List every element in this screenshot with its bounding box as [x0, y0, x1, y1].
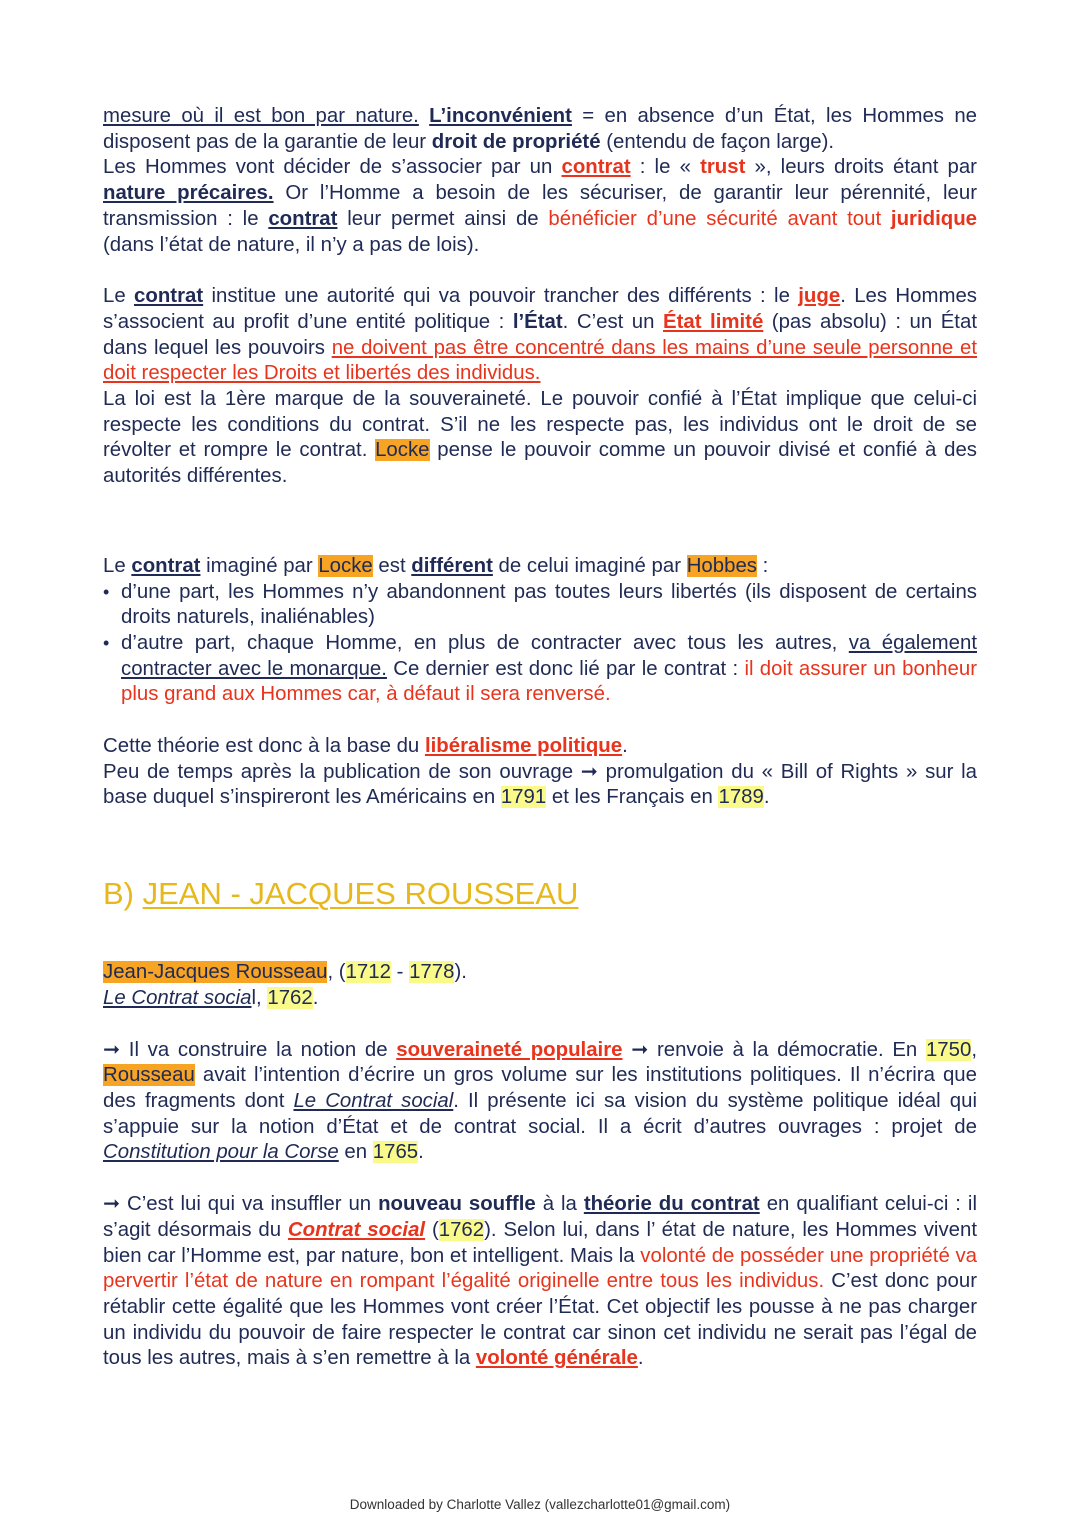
text-span: et les Français en [546, 786, 719, 809]
text-span: . Les Hommes s’associent au profit d’une entité politique : [103, 285, 977, 333]
highlight-year: 1791 [500, 786, 547, 809]
highlight-year: 1712 [345, 961, 391, 984]
text-span: , [971, 1038, 977, 1061]
text-red-underlined: ne doivent pas être concentré dans les mains d’une seule personne et doit respecter les Droits et libertés des individus. [103, 336, 978, 385]
text-span: Peu de temps après la publication de son ouvrage [103, 760, 581, 783]
text-span: . Il présente ici sa vision du système politique idéal qui s’appuie sur la notion d’État et de contrat social. Il a écrit d’autres ouvrages : projet de [103, 1089, 977, 1138]
highlight-year: 1789 [718, 786, 764, 809]
highlight-year: 1765 [372, 1141, 419, 1164]
text-span: renvoie à la démocratie. En [648, 1038, 926, 1061]
text-span: à la [535, 1193, 584, 1216]
paragraph-trust [103, 155, 977, 258]
text-span: Ce dernier est donc lié par le contrat : [386, 657, 745, 680]
highlight-year: 1762 [267, 986, 313, 1009]
text-span: (dans l’état de nature, il n’y a pas de lois). [103, 233, 480, 256]
text-span: l, [251, 986, 268, 1009]
paragraph-rousseau-dates [103, 960, 977, 986]
keyword-contract: contrat [134, 285, 204, 308]
text-span: . [763, 786, 770, 809]
keyword-popular-sovereignty: souveraineté populaire [396, 1038, 623, 1061]
text-span: : [757, 554, 769, 577]
keyword-contract: contrat [561, 156, 631, 179]
text-span: La loi est la 1ère marque de la souveraineté. Le pouvoir confié à l’État implique que celui-ci respecte les conditions du contrat. S’il ne les respecte pas, les individus ont le droit de se révolter et rompre le contrat. [103, 388, 977, 462]
text-span: . C’est un [562, 310, 663, 333]
text-span: . [637, 1347, 644, 1370]
paragraph-popular-sovereignty [103, 1038, 977, 1167]
keyword-nature-precarious: nature précaires. [103, 182, 274, 205]
text-span: = en absence d’un État, les Hommes ne disposent pas de la garantie de leur [103, 105, 977, 153]
highlight-locke: Locke [375, 439, 430, 462]
text-span [623, 1039, 632, 1061]
arrow-right-icon: ➞ [631, 1038, 649, 1061]
keyword-trust: trust [700, 156, 746, 179]
text-span: ). Selon lui, dans l’ état de nature, les Hommes vivent bien car l’Homme est, par nature, bon et intelligent. Mais la [103, 1218, 977, 1267]
paragraph-social-contract [103, 1192, 977, 1372]
keyword-state: l’État [512, 310, 563, 333]
arrow-right-icon: ➞ [103, 1038, 121, 1061]
text-span: d’une part, les Hommes n’y abandonnent pas toutes leurs libertés (ils disposent de certains droits naturels, inaliénables) [121, 580, 977, 629]
text-span: imaginé par [200, 554, 319, 577]
section-heading [103, 875, 977, 913]
text-span: : le « [630, 156, 701, 179]
section-number: B) [103, 876, 134, 912]
text-span: d’autre part, chaque Homme, en plus de contracter avec tous les autres, [121, 631, 849, 654]
text-span: Le [103, 554, 132, 577]
text-span: en [338, 1141, 373, 1164]
keyword-social-contract: Contrat social [287, 1218, 426, 1241]
text-span: », leurs droits étant par [745, 156, 977, 179]
highlight-rousseau: Rousseau [103, 1064, 195, 1087]
paragraph-liberalism [103, 734, 977, 760]
book-title: Constitution pour la Corse [103, 1141, 339, 1164]
highlight-year: 1762 [438, 1218, 485, 1241]
highlight-hobbes: Hobbes [686, 554, 757, 577]
keyword-contract: contrat [131, 554, 201, 577]
keyword-liberalism: libéralisme politique [424, 735, 623, 758]
text-span: pense le pouvoir comme un pouvoir divisé et confié à des autorités différentes. [103, 439, 977, 488]
keyword-judge: juge [798, 285, 841, 308]
list-item [103, 631, 977, 708]
text-span: C’est donc pour rétablir cette égalité que les Hommes vont créer l’État. Cet objectif les pousse à ne pas charger un individu du pouvoir de faire respecter le contrat car sinon cet individu ne serait pas l’égal de tous les autres, mais à s’en remettre à la [103, 1270, 977, 1370]
text-span: avait l’intention d’écrire un gros volume sur les institutions politiques. Il n’écrira que des fragments dont [103, 1064, 977, 1112]
text-span: est [372, 554, 412, 577]
book-title: Le Contrat socia [103, 986, 252, 1009]
text-span: promulgation du « Bill of Rights » sur la base duquel s’inspireront les Américains en [103, 760, 978, 809]
keyword-inconvenient: L’inconvénient [429, 105, 572, 127]
keyword-property-right: droit de propriété [431, 130, 601, 153]
text-span: - [390, 961, 410, 984]
paragraph-comparison [103, 554, 977, 580]
text-span [419, 105, 429, 127]
paragraph-limited-state [103, 284, 977, 387]
keyword-contract-theory: théorie du contrat [583, 1193, 760, 1216]
text-span: mesure où il est bon par nature. [103, 105, 419, 127]
text-span: . [418, 1141, 424, 1164]
keyword-limited-state: État limité [663, 310, 764, 333]
text-span: de celui imaginé par [492, 554, 687, 577]
text-span: (pas absolu) : un État dans lequel les pouvoirs [103, 310, 977, 359]
keyword-juridique: juridique [890, 207, 978, 230]
highlight-rousseau: Jean-Jacques Rousseau [103, 961, 328, 984]
book-title: Le Contrat social [293, 1089, 454, 1112]
text-span: . [622, 735, 628, 758]
keyword-general-will: volonté générale [475, 1347, 638, 1370]
text-span: Les Hommes vont décider de s’associer par un [103, 156, 562, 179]
text-span: C’est lui qui va insuffler un [120, 1193, 379, 1216]
keyword-contract: contrat [268, 207, 338, 230]
comparison-list [103, 580, 977, 709]
text-span: leur permet ainsi de [337, 207, 549, 230]
text-span: institue une autorité qui va pouvoir trancher des différents : le [203, 285, 799, 308]
text-span: en qualifiant celui-ci : il s’agit désormais du [103, 1193, 977, 1241]
paragraph-property [103, 104, 977, 155]
text-span: Cette théorie est donc à la base du [103, 735, 425, 758]
arrow-right-icon: ➞ [103, 1193, 121, 1216]
text-span: , ( [327, 961, 346, 984]
document-body [103, 104, 977, 1372]
text-span: . [312, 986, 319, 1009]
text-span: (entendu de façon large). [600, 130, 835, 153]
list-item [103, 580, 977, 631]
text-span: ( [425, 1218, 439, 1241]
text-span: ). [454, 961, 467, 984]
highlight-year: 1750 [925, 1038, 972, 1061]
keyword-new-breath: nouveau souffle [378, 1193, 536, 1216]
arrow-right-icon: ➞ [580, 760, 598, 783]
text-span: Or l’Homme a besoin de les sécuriser, de garantir leur pérennité, leur transmission : le [103, 182, 977, 230]
paragraph-sovereignty [103, 387, 977, 490]
highlight-locke: Locke [318, 554, 373, 577]
keyword-different: différent [411, 554, 493, 577]
paragraph-bill-of-rights [103, 760, 977, 811]
text-span: Le [103, 285, 135, 308]
section-title: JEAN - JACQUES ROUSSEAU [142, 876, 579, 912]
text-red: volonté de posséder une propriété va pervertir l’état de nature en rompant l’égalité originelle entre tous les individus. [103, 1244, 977, 1293]
highlight-year: 1778 [409, 961, 455, 984]
text-red: il doit assurer un bonheur plus grand aux Hommes car, à défaut il sera renversé. [121, 657, 977, 706]
paragraph-contract-title [103, 986, 977, 1012]
text-underlined: va également contracter avec le monarque. [121, 631, 977, 680]
text-red: bénéficier d’une sécurité avant tout [548, 207, 891, 230]
text-span: Il va construire la notion de [120, 1038, 397, 1061]
download-footer: Downloaded by Charlotte Vallez (vallezcharlotte01@gmail.com) [349, 1497, 731, 1512]
